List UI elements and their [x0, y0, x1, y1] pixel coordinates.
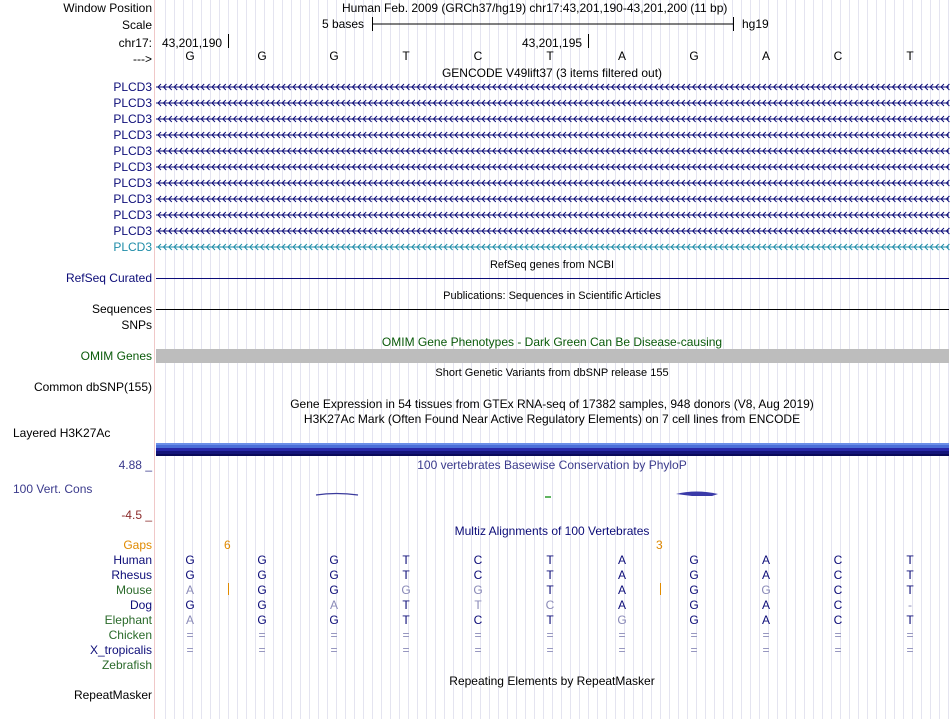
- scale-label: Scale: [121, 18, 152, 32]
- alignment-base: =: [906, 643, 914, 657]
- gencode-gene-label[interactable]: PLCD3: [113, 80, 152, 94]
- gencode-transcript[interactable]: [156, 98, 949, 108]
- alignment-base: A: [761, 598, 771, 612]
- gencode-transcript[interactable]: [156, 162, 949, 172]
- alignment-base: G: [185, 568, 195, 582]
- phylop-max-label: 4.88 _: [118, 458, 152, 472]
- gencode-transcript[interactable]: [156, 146, 949, 156]
- base-letter: T: [906, 49, 914, 63]
- alignment-base: =: [330, 628, 338, 642]
- species-label[interactable]: Dog: [129, 598, 152, 612]
- window-position-value: Human Feb. 2009 (GRCh37/hg19) chr17:43,201,190-43,201,200 (11 bp): [342, 1, 728, 15]
- gencode-track-title[interactable]: GENCODE V49lift37 (3 items filtered out): [441, 66, 663, 80]
- coord-tick-1: [228, 34, 229, 48]
- alignment-base: G: [401, 583, 411, 597]
- scale-bar: [372, 17, 734, 33]
- refseq-line[interactable]: [156, 278, 949, 279]
- alignment-base: A: [761, 613, 771, 627]
- gencode-gene-label[interactable]: PLCD3: [113, 160, 152, 174]
- alignment-base: =: [330, 643, 338, 657]
- publications-track-title[interactable]: Publications: Sequences in Scientific Articles: [443, 290, 661, 302]
- scale-value: 5 bases: [322, 17, 365, 31]
- alignment-base: T: [546, 568, 554, 582]
- alignment-base: A: [761, 568, 771, 582]
- alignment-base: =: [546, 643, 554, 657]
- multiz-track-title[interactable]: Multiz Alignments of 100 Vertebrates: [454, 524, 650, 538]
- snps-track-label[interactable]: SNPs: [121, 318, 152, 332]
- alignment-base: G: [689, 613, 699, 627]
- alignment-base: T: [402, 598, 410, 612]
- coord-tick-2: [588, 34, 589, 48]
- alignment-base: T: [906, 583, 914, 597]
- alignment-base: A: [329, 598, 339, 612]
- alignment-base: G: [617, 613, 627, 627]
- alignment-base: T: [906, 553, 914, 567]
- omim-bar[interactable]: [156, 349, 949, 363]
- dbsnp-track-title[interactable]: Short Genetic Variants from dbSNP release 155: [435, 367, 669, 379]
- alignment-base: C: [473, 568, 483, 582]
- gencode-gene-label[interactable]: PLCD3: [113, 176, 152, 190]
- alignment-base: T: [402, 568, 410, 582]
- phylop-signal[interactable]: [156, 485, 949, 505]
- base-letter: C: [473, 49, 483, 63]
- alignment-base: A: [617, 583, 627, 597]
- dbsnp-track-label[interactable]: Common dbSNP(155): [33, 380, 152, 394]
- alignment-base: =: [690, 628, 698, 642]
- alignment-base: G: [329, 613, 339, 627]
- alignment-base: C: [833, 598, 843, 612]
- alignment-base: G: [689, 568, 699, 582]
- gencode-gene-label[interactable]: PLCD3: [113, 192, 152, 206]
- gap-count-1: 6: [224, 538, 231, 552]
- gencode-transcript[interactable]: [156, 114, 949, 124]
- repeatmasker-track-label[interactable]: RepeatMasker: [73, 688, 152, 702]
- alignment-base: T: [906, 568, 914, 582]
- alignment-base: G: [761, 583, 771, 597]
- alignment-base: C: [473, 553, 483, 567]
- phylop-track-label[interactable]: 100 Vert. Cons: [13, 482, 93, 496]
- alignment-base: =: [834, 628, 842, 642]
- species-label[interactable]: Chicken: [108, 628, 152, 642]
- scale-assembly: hg19: [742, 17, 769, 31]
- alignment-base: A: [617, 568, 627, 582]
- h3k27ac-signal[interactable]: [156, 443, 949, 456]
- publications-track-label[interactable]: Sequences: [91, 302, 152, 316]
- base-letter: G: [185, 49, 195, 63]
- base-letter: T: [402, 49, 410, 63]
- alignment-base: A: [185, 583, 195, 597]
- alignment-base: G: [329, 553, 339, 567]
- h3k27ac-track-title[interactable]: H3K27Ac Mark (Often Found Near Active Regulatory Elements) on 7 cell lines from ENCODE: [303, 412, 801, 426]
- species-label[interactable]: Elephant: [104, 613, 152, 627]
- phylop-mark-1: [316, 494, 358, 496]
- publications-line[interactable]: [156, 309, 949, 310]
- alignment-base: -: [908, 598, 912, 612]
- base-letter: A: [761, 49, 771, 63]
- sidebar-separator: [154, 0, 155, 719]
- base-letter: G: [329, 49, 339, 63]
- alignment-base: =: [186, 628, 194, 642]
- coord-label-2: 43,201,195: [522, 36, 583, 50]
- gencode-gene-label[interactable]: PLCD3: [113, 208, 152, 222]
- alignment-base: =: [618, 628, 626, 642]
- species-label[interactable]: Zebrafish: [101, 658, 152, 672]
- chrom-label: chr17:: [118, 36, 152, 50]
- gencode-transcript[interactable]: [156, 178, 949, 188]
- gencode-gene-label[interactable]: PLCD3: [113, 96, 152, 110]
- alignment-base: A: [761, 553, 771, 567]
- alignment-base: G: [329, 568, 339, 582]
- phylop-min-label: -4.5 _: [121, 508, 152, 522]
- gencode-gene-label[interactable]: PLCD3: [113, 224, 152, 238]
- gencode-transcript[interactable]: [156, 242, 949, 252]
- phylop-track-title[interactable]: 100 vertebrates Basewise Conservation by PhyloP: [417, 458, 687, 472]
- omim-track-label[interactable]: OMIM Genes: [80, 349, 152, 363]
- alignment-base: =: [762, 643, 770, 657]
- alignment-base: G: [257, 598, 267, 612]
- alignment-base: =: [546, 628, 554, 642]
- alignment-base: C: [833, 613, 843, 627]
- base-letter: A: [617, 49, 627, 63]
- alignment-base: =: [906, 628, 914, 642]
- alignment-base: =: [474, 628, 482, 642]
- strand-label: --->: [133, 52, 152, 66]
- alignment-base: =: [258, 643, 266, 657]
- alignment-base: C: [545, 598, 555, 612]
- alignment-base: =: [762, 628, 770, 642]
- species-label[interactable]: Mouse: [115, 583, 152, 597]
- alignment-base: G: [329, 583, 339, 597]
- alignment-base: =: [690, 643, 698, 657]
- alignment-base: T: [546, 613, 554, 627]
- species-label[interactable]: Human: [113, 553, 152, 567]
- gencode-transcript[interactable]: [156, 194, 949, 204]
- mouse-gap-marker-1: [228, 583, 229, 595]
- alignment-base: =: [402, 628, 410, 642]
- omim-track-title[interactable]: OMIM Gene Phenotypes - Dark Green Can Be Disease-causing: [381, 335, 723, 349]
- alignment-base: G: [473, 583, 483, 597]
- alignment-base: A: [617, 598, 627, 612]
- alignment-base: =: [474, 643, 482, 657]
- window-position-label: Window Position: [63, 1, 152, 15]
- phylop-mark-3: [676, 492, 718, 497]
- alignment-base: C: [833, 568, 843, 582]
- alignment-base: G: [185, 553, 195, 567]
- refseq-track-title[interactable]: RefSeq genes from NCBI: [489, 259, 615, 271]
- alignment-base: =: [618, 643, 626, 657]
- gaps-label: Gaps: [123, 538, 152, 552]
- gtex-track-title[interactable]: Gene Expression in 54 tissues from GTEx RNA-seq of 17382 samples, 948 donors (V8, Aug 2019): [290, 397, 814, 411]
- alignment-base: T: [546, 553, 554, 567]
- alignment-base: G: [185, 598, 195, 612]
- coord-label-1: 43,201,190: [162, 36, 223, 50]
- alignment-base: T: [906, 613, 914, 627]
- gencode-gene-label[interactable]: PLCD3: [113, 144, 152, 158]
- alignment-base: G: [257, 553, 267, 567]
- alignment-base: G: [257, 568, 267, 582]
- repeatmasker-track-title[interactable]: Repeating Elements by RepeatMasker: [449, 674, 655, 688]
- alignment-base: C: [833, 553, 843, 567]
- alignment-base: G: [257, 613, 267, 627]
- mouse-gap-marker-2: [660, 583, 661, 595]
- alignment-base: =: [186, 643, 194, 657]
- base-letter: G: [257, 49, 267, 63]
- gencode-gene-label[interactable]: PLCD3: [113, 112, 152, 126]
- h3k27ac-track-label[interactable]: Layered H3K27Ac: [13, 426, 111, 440]
- alignment-base: T: [402, 553, 410, 567]
- gencode-transcript[interactable]: [156, 130, 949, 140]
- alignment-base: G: [689, 598, 699, 612]
- gencode-gene-label[interactable]: PLCD3: [113, 240, 152, 254]
- alignment-base: T: [474, 598, 482, 612]
- gap-count-2: 3: [656, 538, 663, 552]
- alignment-base: C: [473, 613, 483, 627]
- alignment-base: =: [402, 643, 410, 657]
- alignment-base: G: [257, 583, 267, 597]
- gencode-transcript[interactable]: [156, 210, 949, 220]
- alignment-base: =: [834, 643, 842, 657]
- alignment-base: =: [258, 628, 266, 642]
- species-label[interactable]: Rhesus: [111, 568, 152, 582]
- alignment-base: T: [402, 613, 410, 627]
- species-label[interactable]: X_tropicalis: [89, 643, 152, 657]
- base-letter: C: [833, 49, 843, 63]
- base-letter: T: [546, 49, 554, 63]
- alignment-base: G: [689, 583, 699, 597]
- alignment-base: C: [833, 583, 843, 597]
- alignment-base: T: [546, 583, 554, 597]
- gencode-gene-label[interactable]: PLCD3: [113, 128, 152, 142]
- gencode-transcript[interactable]: [156, 82, 949, 92]
- base-letter: G: [689, 49, 699, 63]
- refseq-track-label[interactable]: RefSeq Curated: [65, 271, 152, 285]
- gencode-transcript[interactable]: [156, 226, 949, 236]
- alignment-base: G: [689, 553, 699, 567]
- alignment-base: A: [617, 553, 627, 567]
- alignment-base: A: [185, 613, 195, 627]
